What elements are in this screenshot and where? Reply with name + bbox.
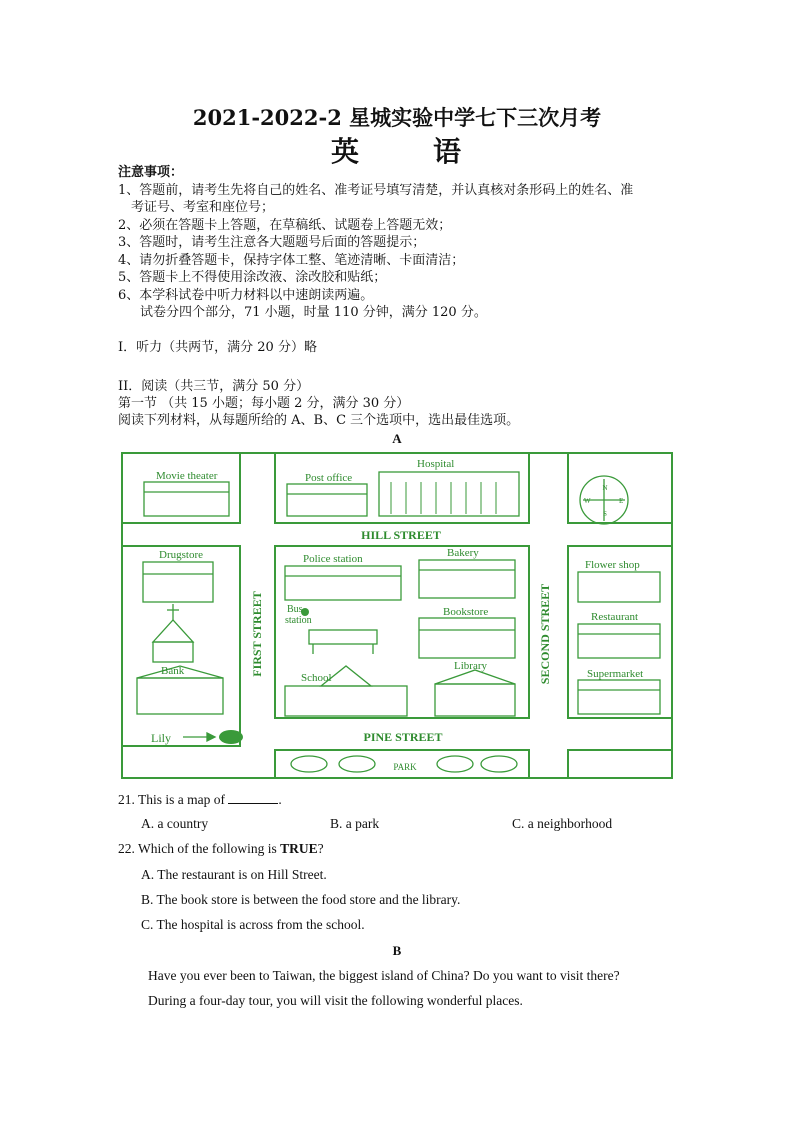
reading-instruction: 阅读下列材料，从每题所给的 A、B、C 三个选项中，选出最佳选项。 [118,413,520,428]
supermarket-building [578,680,660,714]
q21-option-a: A. a country [141,816,209,831]
label-bookstore: Bookstore [443,606,489,618]
label-hospital: Hospital [417,458,455,470]
label-bus: Bus [287,604,303,615]
label-second-street: SECOND STREET [538,583,552,685]
label-lily: Lily [151,731,171,745]
label-police-station: Police station [303,553,363,565]
note-item: 4、请勿折叠答题卡，保持字体工整、笔迹清晰、卡面清洁； [118,252,465,268]
label-bank: Bank [161,665,185,677]
note-item: 1、答题前，请考生先将自己的姓名、准考证号填写清楚，并认真核对条形码上的姓名、准 [118,182,634,198]
label-first-street: FIRST STREET [250,591,264,677]
label-supermarket: Supermarket [587,668,644,680]
compass-e: E [619,497,624,505]
block-bottom-right [568,750,672,778]
hospital-building [379,472,519,516]
q22-suffix: ? [317,841,324,856]
label-drugstore: Drugstore [159,549,203,561]
q21-suffix: . [278,792,282,807]
q22-stem: 22. Which of the following is [118,841,277,856]
label-restaurant: Restaurant [591,611,639,623]
listening-section: I．听力（共两节，满分 20 分）略 [118,340,317,355]
note-item: 考证号、考室和座位号； [131,200,275,215]
post-office-building [287,484,367,516]
park-bush [437,756,473,772]
bookstore-building [419,618,515,658]
reading-section: II．阅读（共三节，满分 50 分） [118,379,310,394]
q22-option-a: A. The restaurant is on Hill Street. [141,867,327,882]
passage-b-label: B [392,943,402,958]
compass-s: S [603,510,607,518]
lily-marker-icon [219,730,243,744]
park-bush [291,756,327,772]
bus-station-bench [309,630,377,644]
police-station-building [285,566,401,600]
note-item: 6、本学科试卷中听力材料以中速朗读两遍。 [118,287,374,303]
library-building [435,684,515,716]
label-library: Library [454,660,487,672]
label-school: School [301,672,332,684]
q22-option-c: C. The hospital is across from the school. [141,917,365,932]
exam-title: 2021-2022-2 星城实验中学七下三次月考 [192,105,602,130]
notes-heading: 注意事项： [118,165,184,180]
q22-stem-bold: TRUE [280,841,318,856]
block-top-center [275,453,529,523]
question-21 [118,791,282,808]
subject-char-2: 语 [433,135,464,168]
block-top-left [122,453,240,523]
flower-shop-building [578,572,660,602]
bakery-building [419,560,515,598]
note-item: 3、答题时，请考生注意各大题题号后面的答题提示； [118,235,426,250]
reading-part1: 第一节 （共 15 小题；每小题 2 分，满分 30 分） [118,396,410,411]
subject-char-1: 英 [330,135,361,168]
map-figure [121,452,673,779]
label-movie-theater: Movie theater [156,470,218,482]
park-bush [481,756,517,772]
block-center [275,546,529,718]
compass-n: N [602,484,608,492]
park-bush [339,756,375,772]
notes-summary: 试卷分四个部分，71 小题，时量 110 分钟，满分 120 分。 [140,305,487,320]
q21-option-b: B. a park [330,816,380,831]
label-flower-shop: Flower shop [585,559,640,571]
neighborhood-map [121,452,673,779]
drugstore-building [143,562,213,602]
passage-b-line: During a four-day tour, you will visit the following wonderful places. [148,993,523,1008]
movie-theater-building [144,482,229,516]
q21-blank [228,791,278,804]
q22-option-b: B. The book store is between the food store and the library. [141,892,461,907]
q21-option-c: C. a neighborhood [512,816,613,831]
note-item: 5、答题卡上不得使用涂改液、涂改胶和贴纸； [118,270,387,285]
compass-w: W [584,497,591,505]
label-hill-street: HILL STREET [361,528,441,542]
church-building [153,620,193,642]
school-building [285,686,407,716]
label-post-office: Post office [305,472,353,484]
block-left [122,546,240,746]
label-bakery: Bakery [447,547,479,559]
passage-a-label: A [392,431,402,446]
restaurant-building [578,624,660,658]
label-station: station [285,615,312,626]
passage-b-line: Have you ever been to Taiwan, the biggest island of China? Do you want to visit there? [148,968,620,983]
note-item: 2、必须在答题卡上答题，在草稿纸、试题卷上答题无效； [118,217,452,233]
exam-notes [118,164,698,322]
question-22 [118,841,324,857]
label-park: PARK [393,762,417,772]
q21-stem: 21. This is a map of [118,792,225,807]
bank-building [137,678,223,714]
label-pine-street: PINE STREET [363,730,443,744]
